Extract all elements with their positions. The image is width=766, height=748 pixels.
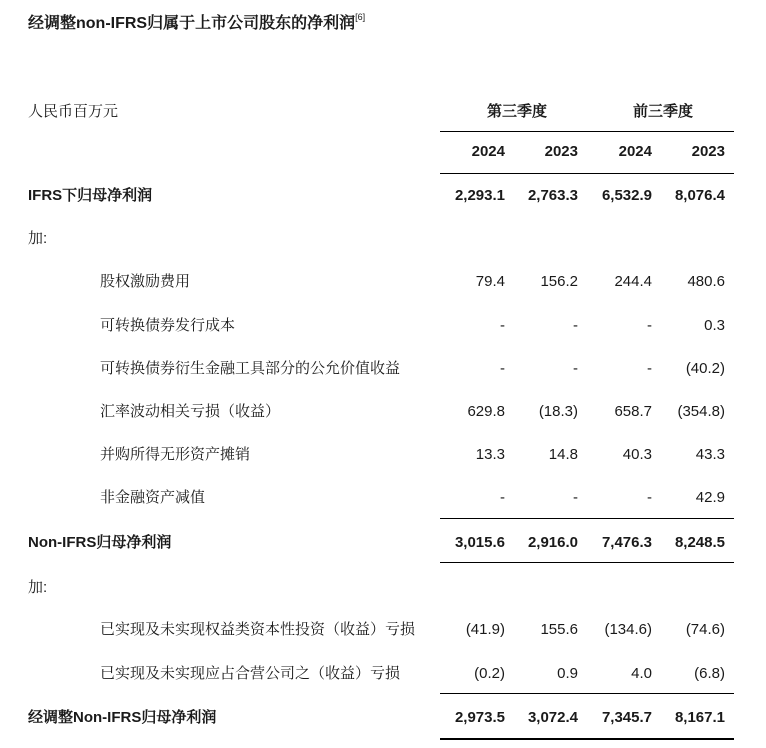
row-label: 股权激励费用 xyxy=(100,273,191,290)
cell-ytd-2023: 480.6 xyxy=(687,273,725,290)
subtotal-divider-1 xyxy=(440,518,734,519)
subtotal-divider-2 xyxy=(440,562,734,563)
cell-ytd-2023: 43.3 xyxy=(695,446,725,463)
cell-ytd-2024: - xyxy=(647,317,652,334)
table-row-bond-derivative-gain xyxy=(0,354,766,384)
year-header-q3-2023: 2023 xyxy=(544,143,578,160)
cell-ytd-2024: 7,476.3 xyxy=(601,534,652,551)
table-row-intangible-amortization xyxy=(0,440,766,470)
row-label: 可转换债券衍生金融工具部分的公允价值收益 xyxy=(100,360,401,377)
row-label: 并购所得无形资产摊销 xyxy=(100,446,251,463)
cell-ytd-2023: 42.9 xyxy=(695,489,725,506)
table-row-nonfinancial-impairment xyxy=(0,483,766,513)
cell-ytd-2024: 6,532.9 xyxy=(601,187,652,204)
cell-ytd-2023: (6.8) xyxy=(694,665,725,682)
row-label: 加: xyxy=(28,230,48,247)
cell-q3-2024: (41.9) xyxy=(465,621,505,638)
row-label: 已实现及未实现权益类资本性投资（收益）亏损 xyxy=(100,621,416,638)
cell-ytd-2024: 658.7 xyxy=(614,403,652,420)
table-row-equity-investment xyxy=(0,615,766,645)
row-label: 汇率波动相关亏损（收益） xyxy=(100,403,281,420)
year-divider xyxy=(440,173,734,174)
cell-ytd-2024: - xyxy=(647,489,652,506)
row-label: Non-IFRS归母净利润 xyxy=(28,534,172,551)
cell-q3-2023: 14.8 xyxy=(548,446,578,463)
cell-q3-2024: 629.8 xyxy=(467,403,505,420)
year-header-ytd-2024: 2024 xyxy=(618,143,652,160)
row-label: 可转换债券发行成本 xyxy=(100,317,236,334)
cell-q3-2023: 0.9 xyxy=(557,665,578,682)
row-label: 经调整Non-IFRS归母净利润 xyxy=(28,709,217,726)
table-row-share-compensation xyxy=(0,267,766,297)
cell-ytd-2023: (40.2) xyxy=(685,360,725,377)
cell-ytd-2023: 8,076.4 xyxy=(674,187,725,204)
cell-ytd-2024: 244.4 xyxy=(614,273,652,290)
footnote-ref: [6] xyxy=(355,11,366,22)
group-header-q3: 第三季度 xyxy=(486,103,547,120)
cell-ytd-2024: (134.6) xyxy=(604,621,652,638)
table-row-add-1 xyxy=(0,224,766,254)
page-title xyxy=(28,10,365,33)
cell-q3-2023: 3,072.4 xyxy=(527,709,578,726)
cell-q3-2023: (18.3) xyxy=(538,403,578,420)
table-row-fx-loss xyxy=(0,397,766,427)
cell-ytd-2023: 0.3 xyxy=(704,317,725,334)
cell-q3-2023: - xyxy=(573,317,578,334)
cell-q3-2024: 79.4 xyxy=(475,273,505,290)
total-underline xyxy=(440,738,734,740)
cell-q3-2024: - xyxy=(500,489,505,506)
cell-q3-2023: 156.2 xyxy=(540,273,578,290)
row-label: 已实现及未实现应占合营公司之（收益）亏损 xyxy=(100,665,401,682)
table-row-non-ifrs-net-profit xyxy=(0,528,766,558)
year-header-q3-2024: 2024 xyxy=(471,143,505,160)
total-divider xyxy=(440,693,734,694)
cell-q3-2023: 2,916.0 xyxy=(527,534,578,551)
cell-q3-2024: (0.2) xyxy=(474,665,505,682)
cell-ytd-2023: (354.8) xyxy=(677,403,725,420)
cell-ytd-2023: 8,248.5 xyxy=(674,534,725,551)
cell-ytd-2024: 7,345.7 xyxy=(601,709,652,726)
unit-label: 人民币百万元 xyxy=(28,103,119,120)
cell-ytd-2023: 8,167.1 xyxy=(674,709,725,726)
cell-q3-2024: 2,293.1 xyxy=(454,187,505,204)
header-divider xyxy=(440,131,734,132)
cell-q3-2023: 155.6 xyxy=(540,621,578,638)
table-row-bond-issuance-cost xyxy=(0,311,766,341)
cell-q3-2023: - xyxy=(573,489,578,506)
cell-q3-2024: - xyxy=(500,360,505,377)
table-row-joint-venture xyxy=(0,659,766,689)
title-text: 经调整non-IFRS归属于上市公司股东的净利润 xyxy=(28,15,356,32)
cell-q3-2024: 13.3 xyxy=(475,446,505,463)
cell-q3-2023: 2,763.3 xyxy=(527,187,578,204)
cell-ytd-2023: (74.6) xyxy=(685,621,725,638)
row-label: 非金融资产减值 xyxy=(100,489,206,506)
cell-q3-2024: - xyxy=(500,317,505,334)
row-label: IFRS下归母净利润 xyxy=(28,187,153,204)
cell-q3-2024: 3,015.6 xyxy=(454,534,505,551)
table-row-adjusted-net-profit xyxy=(0,703,766,733)
table-row-ifrs-net-profit xyxy=(0,181,766,211)
group-header-ytd: 前三季度 xyxy=(632,103,693,120)
table-row-add-2 xyxy=(0,573,766,603)
cell-ytd-2024: - xyxy=(647,360,652,377)
cell-ytd-2024: 40.3 xyxy=(622,446,652,463)
row-label: 加: xyxy=(28,579,48,596)
cell-q3-2024: 2,973.5 xyxy=(454,709,505,726)
cell-q3-2023: - xyxy=(573,360,578,377)
cell-ytd-2024: 4.0 xyxy=(631,665,652,682)
year-header-ytd-2023: 2023 xyxy=(691,143,725,160)
